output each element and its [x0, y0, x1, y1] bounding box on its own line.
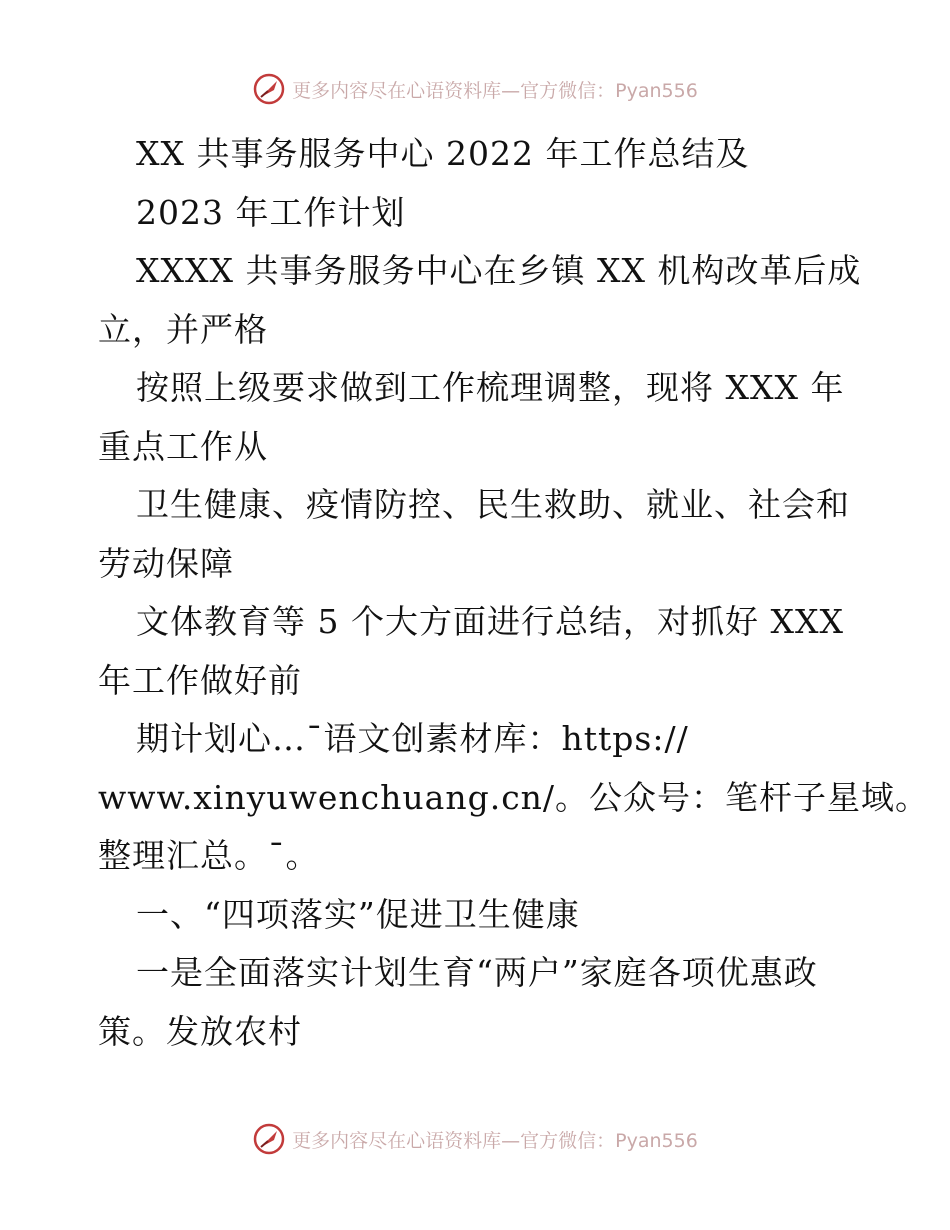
document-body: [98, 125, 930, 1061]
text-line: 立，并严格: [98, 309, 268, 349]
text-line: 年工作做好前: [98, 660, 302, 700]
text-line: 卫生健康、疫情防控、民生救助、就业、社会和: [136, 485, 850, 524]
text-line: 2023 年工作计划: [136, 192, 406, 232]
text-line: www.xinyuwenchuang.cn/。公众号：笔杆子星域。: [98, 777, 930, 817]
text-line: 文体教育等 5 个大方面进行总结，对抓好 XXX: [136, 602, 844, 641]
section-heading: 一、“四项落实”促进卫生健康: [136, 894, 580, 934]
text-line: 劳动保障: [98, 543, 234, 583]
quill-logo-icon: [252, 72, 286, 106]
text-line: XX 共事务服务中心 2022 年工作总结及: [136, 134, 750, 173]
watermark-text: 更多内容尽在心语资料库—官方微信：Pyan556: [292, 1129, 698, 1152]
text-line: 重点工作从: [98, 426, 268, 466]
text-line: 按照上级要求做到工作梳理调整，现将 XXX 年: [136, 368, 845, 407]
text-line: XXXX 共事务服务中心在乡镇 XX 机构改革后成: [136, 251, 862, 290]
text-line: 整理汇总。¯。: [98, 836, 320, 875]
text-line: 一是全面落实计划生育“两户”家庭各项优惠政: [136, 953, 818, 992]
watermark-header: [0, 72, 950, 106]
text-line: 策。发放农村: [98, 1011, 302, 1051]
watermark-text: 更多内容尽在心语资料库—官方微信：Pyan556: [292, 79, 698, 102]
watermark-footer: [0, 1122, 950, 1156]
text-line: 期计划心…¯语文创素材库：https://: [136, 719, 689, 758]
quill-logo-icon: [252, 1122, 286, 1156]
